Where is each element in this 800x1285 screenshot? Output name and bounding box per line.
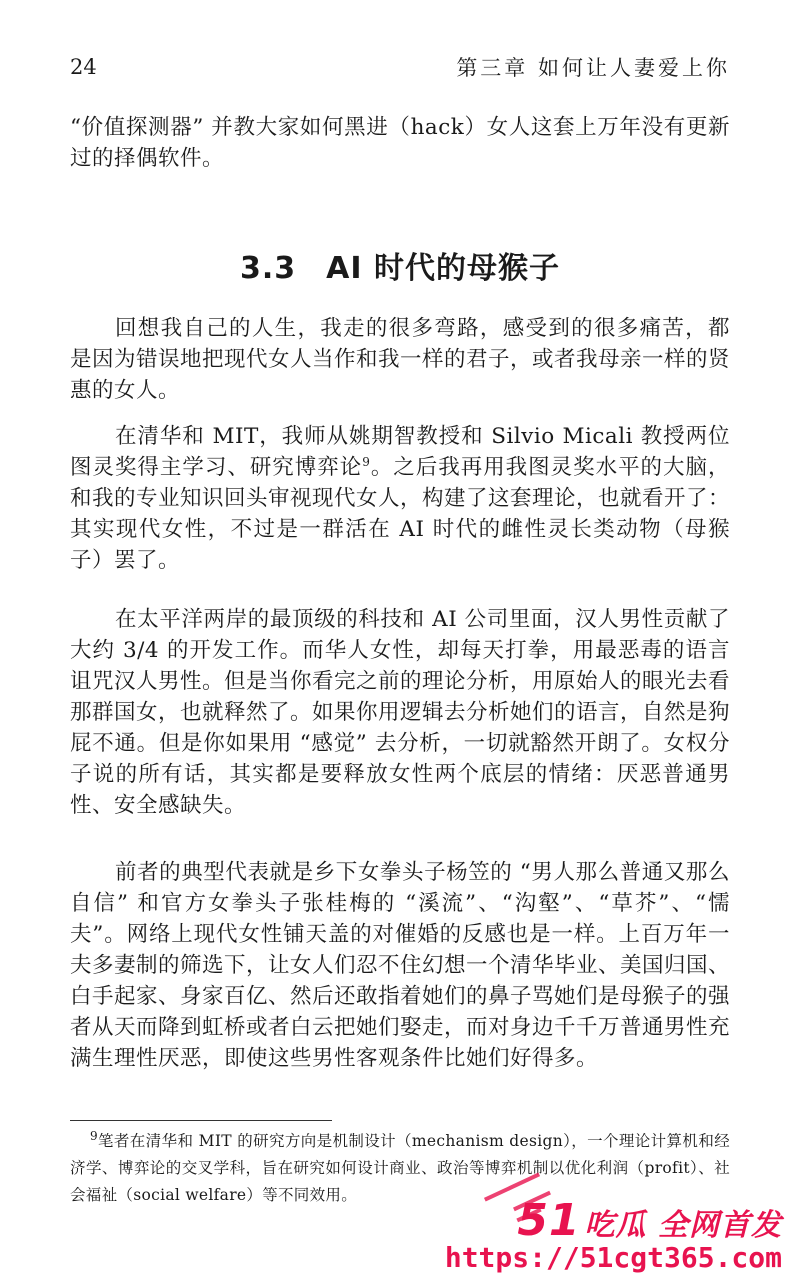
- paragraph-with-footnote: [70, 421, 730, 576]
- page-number: 24: [70, 55, 97, 79]
- footnote-text: 笔者在清华和 MIT 的研究方向是机制设计（mechanism design），一个理论计算机和经济学、博弈论的交叉学科，旨在研究如何设计商业、政治等博弈机制以优化利润（profit）、社会福祉（social welfare）等不同效用。: [70, 1132, 730, 1204]
- footnote-rule: [70, 1120, 332, 1121]
- paragraph: 回想我自己的人生，我走的很多弯路，感受到的很多痛苦，都是因为错误地把现代女人当作和我一样的君子，或者我母亲一样的贤惠的女人。: [70, 316, 731, 403]
- watermark-logo-text: 吃瓜 全网首发: [584, 1208, 782, 1243]
- footnote-marker: 9: [90, 1128, 98, 1143]
- section-number: 3.3: [240, 251, 297, 286]
- chapter-title: 第三章 如何让人妻爱上你: [456, 56, 730, 80]
- section-heading: [0, 243, 800, 287]
- paragraph-text: 在清华和 MIT，我师从姚期智教授和 Silvio Micali 教授两位图灵奖得主学习、研究博弈论: [70, 424, 730, 480]
- watermark-url: https://51cgt365.com: [444, 1241, 782, 1274]
- watermark-logo-number: 51: [517, 1195, 581, 1246]
- paragraph: 前者的典型代表就是乡下女拳头子杨笠的 “男人那么普通又那么自信” 和官方女拳头子张桂梅的 “溪流”、“沟壑”、“草芥”、“懦夫”。网络上现代女性铺天盖的对催婚的反感也是一样。上百万年一夫多妻制的筛选下，让女人们忍不住幻想一个清华毕业、美国归国、白手起家、身家百亿、然后还敢指着她们的鼻子骂她们是母猴子的强者从天而降到虹桥或者白云把她们娶走，而对身边千千万普通男性充满生理性厌恶，即使这些男性客观条件比她们好得多。: [70, 860, 731, 1071]
- paragraph-continued: “价值探测器” 并教大家如何黑进（hack）女人这套上万年没有更新过的择偶软件。: [70, 115, 730, 171]
- paragraph: 在太平洋两岸的最顶级的科技和 AI 公司里面，汉人男性贡献了大约 3/4 的开发工作。而华人女性，却每天打拳，用最恶毒的语言诅咒汉人男性。但是当你看完之前的理论分析，用原始人的眼光去看那群国女，也就释然了。如果你用逻辑去分析她们的语言，自然是狗屁不通。但是你如果用 “感觉” 去分析，一切就豁然开朗了。女权分子说的所有话，其实都是要释放女性两个底层的情绪：厌恶普通男性、安全感缺失。: [70, 607, 731, 818]
- watermark-logo: [517, 1195, 782, 1246]
- section-title: AI 时代的母猴子: [326, 251, 560, 286]
- watermark: [444, 1147, 792, 1277]
- footnote-reference: 9: [362, 454, 371, 469]
- paragraph-text: 。之后我再用我图灵奖水平的大脑，和我的专业知识回头审视现代女人，构建了这套理论，也就看开了：其实现代女性，不过是一群活在 AI 时代的雌性灵长类动物（母猴子）罢了。: [70, 455, 731, 573]
- running-header: [70, 52, 730, 82]
